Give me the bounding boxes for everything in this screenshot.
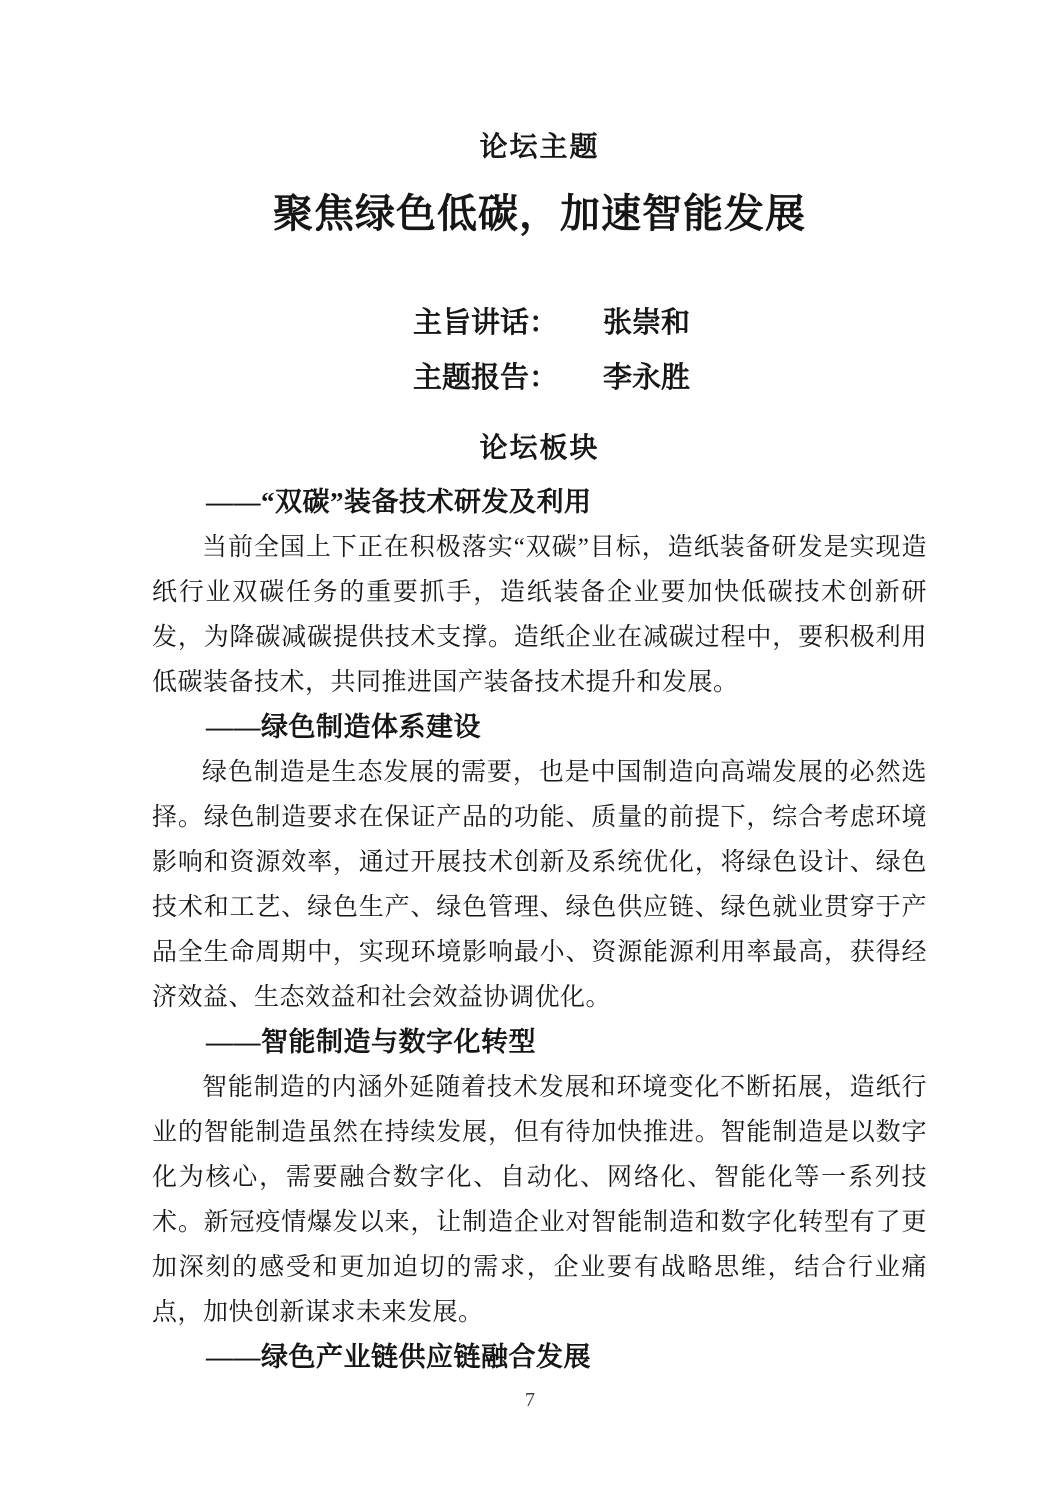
keynote-speech-row <box>413 296 927 351</box>
document-body <box>152 480 927 1380</box>
section-paragraph-dual-carbon-equipment: 当前全国上下正在积极落实“双碳”目标，造纸装备研发是实现造纸行业双碳任务的重要抓手，造纸装备企业要加快低碳技术创新研发，为降碳减碳提供技术支撑。造纸企业在减碳过程中，要积极利用低碳装备技术，共同推进国产装备技术提升和发展。 <box>152 534 927 696</box>
theme-report-speaker: 李永胜 <box>603 362 691 394</box>
forum-sections-label: 论坛板块 <box>479 433 600 464</box>
section-paragraph-green-manufacturing: 绿色制造是生态发展的需要，也是中国制造向高端发展的必然选择。绿色制造要求在保证产品的功能、质量的前提下，综合考虑环境影响和资源效率，通过开展技术创新及系统优化，将绿色设计、绿色技术和工艺、绿色生产、绿色管理、绿色供应链、绿色就业贯穿于产品全生命周期中，实现环境影响最小、资源能源利用率最高，获得经济效益、生态效益和社会效益协调优化。 <box>152 759 927 1011</box>
section-heading-green-manufacturing: ——绿色制造体系建设 <box>206 712 481 742</box>
theme-report-row <box>413 351 927 406</box>
section-heading-intelligent-manufacturing: ——智能制造与数字化转型 <box>206 1027 536 1057</box>
section-heading-dual-carbon-equipment: ——“双碳”装备技术研发及利用 <box>206 487 592 517</box>
section-paragraph-intelligent-manufacturing: 智能制造的内涵外延随着技术发展和环境变化不断拓展，造纸行业的智能制造虽然在持续发展，但有待加快推进。智能制造是以数字化为核心，需要融合数字化、自动化、网络化、智能化等一系列技术。新冠疫情爆发以来，让制造企业对智能制造和数字化转型有了更加深刻的感受和更加迫切的需求，企业要有战略思维，结合行业痛点，加快创新谋求未来发展。 <box>152 1074 927 1326</box>
theme-report-label: 主题报告： <box>413 362 559 394</box>
speakers-block <box>413 296 927 406</box>
forum-theme-label: 论坛主题 <box>479 132 600 163</box>
keynote-speech-label: 主旨讲话： <box>413 307 559 339</box>
section-heading-green-supply-chain: ——绿色产业链供应链融合发展 <box>206 1342 591 1372</box>
keynote-speech-speaker: 张崇和 <box>603 307 691 339</box>
page-number: 7 <box>525 1389 535 1411</box>
forum-title: 聚焦绿色低碳，加速智能发展 <box>273 191 806 236</box>
